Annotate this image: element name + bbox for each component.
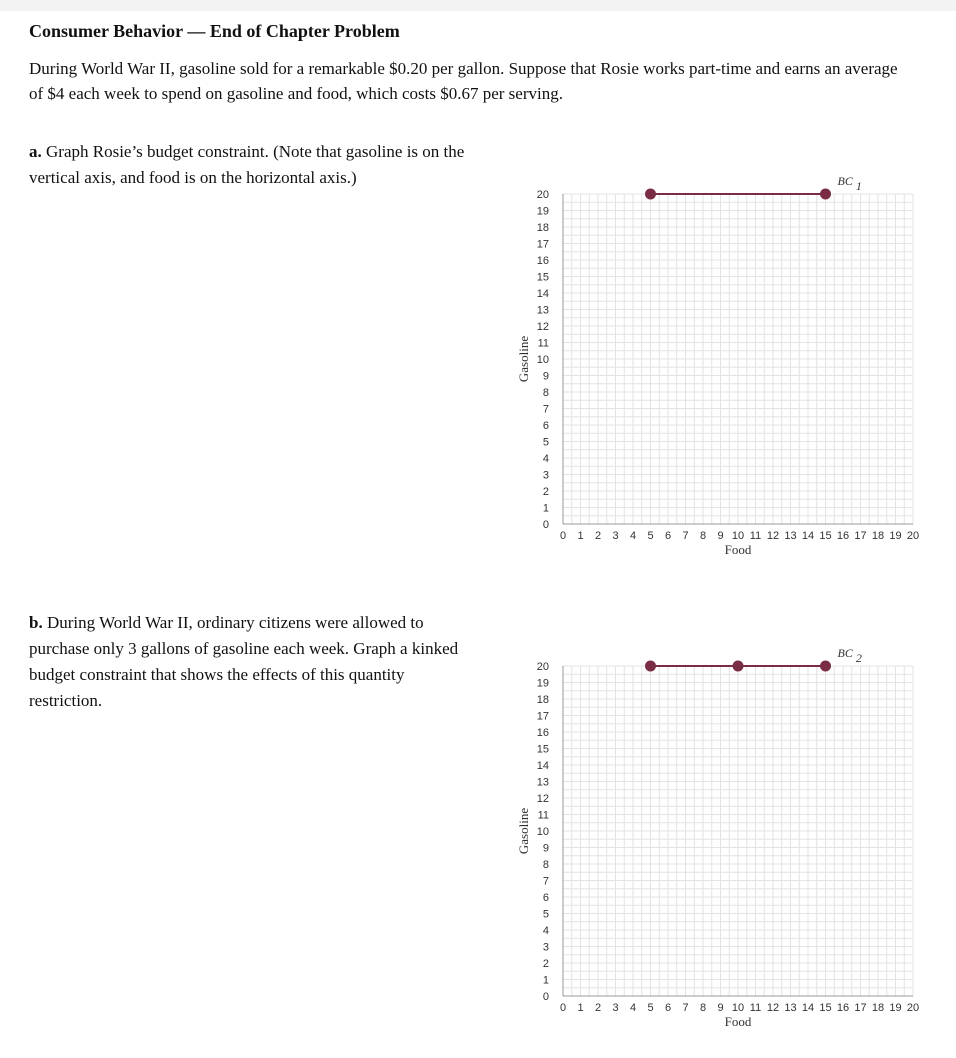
series-label-main: BC: [837, 646, 853, 660]
grid: [563, 194, 913, 524]
y-tick-label: 8: [542, 387, 549, 399]
y-tick-label: 14: [536, 288, 549, 300]
y-tick-label: 12: [536, 321, 549, 333]
y-tick-label: 4: [542, 925, 549, 937]
question-b: [29, 610, 469, 714]
budget-constraint-point[interactable]: [733, 661, 744, 672]
x-tick-label: 19: [889, 1002, 902, 1014]
y-tick-label: 19: [536, 677, 549, 690]
budget-constraint-graph-a[interactable]: [505, 170, 935, 557]
x-tick-label: 1: [577, 1002, 584, 1014]
y-tick-label: 12: [536, 793, 549, 805]
series-label: [838, 174, 862, 193]
x-tick-label: 7: [682, 1002, 689, 1014]
y-tick-label: 15: [536, 743, 549, 756]
x-axis-label: Food: [724, 1014, 752, 1029]
kinked-budget-constraint-graph-b[interactable]: [505, 642, 935, 1029]
y-tick-label: 3: [542, 469, 549, 482]
x-tick-label: 6: [664, 530, 672, 542]
y-tick-label: 2: [542, 486, 549, 498]
x-tick-label: 14: [801, 530, 815, 542]
y-tick-label: 10: [536, 826, 549, 838]
x-tick-label: 12: [766, 530, 780, 542]
y-tick-label: 16: [536, 727, 549, 739]
y-axis-label: Gasoline: [516, 807, 531, 855]
y-tick-label: 18: [536, 222, 549, 234]
x-tick-label: 8: [699, 1002, 707, 1014]
y-tick-label: 5: [542, 436, 549, 449]
y-tick-label: 6: [542, 420, 549, 432]
x-tick-label: 3: [612, 530, 619, 542]
x-tick-label: 7: [682, 530, 689, 542]
x-tick-label: 8: [699, 530, 707, 542]
question-a: [29, 139, 479, 191]
x-tick-label: 17: [854, 530, 867, 542]
x-tick-label: 10: [731, 530, 745, 542]
top-bar: [0, 0, 956, 11]
x-tick-label: 13: [784, 530, 797, 542]
y-tick-label: 16: [536, 255, 549, 267]
grid: [563, 666, 913, 996]
y-tick-label: 13: [536, 304, 549, 317]
question-b-label: b.: [29, 613, 43, 632]
x-tick-label: 0: [559, 1002, 567, 1014]
budget-constraint-point[interactable]: [645, 661, 656, 672]
x-tick-label: 20: [906, 530, 920, 542]
x-tick-label: 18: [871, 1002, 885, 1014]
x-axis-label: Food: [724, 542, 752, 557]
series-label: [838, 646, 862, 665]
x-tick-label: 11: [749, 530, 762, 542]
series-label-subscript: 1: [855, 179, 862, 193]
question-b-text: During World War II, ordinary citizens were allowed to purchase only 3 gallons of gasoline each week. Graph a kinked budget constraint that shows the effects of this quantity restriction.: [29, 613, 459, 710]
y-tick-label: 11: [537, 809, 549, 822]
x-tick-label: 19: [889, 530, 902, 542]
y-tick-label: 0: [542, 519, 549, 531]
x-tick-label: 15: [819, 530, 832, 542]
x-tick-label: 9: [717, 1002, 724, 1014]
x-tick-label: 4: [629, 1002, 637, 1014]
problem-intro: During World War II, gasoline sold for a remarkable $0.20 per gallon. Suppose that Rosie works part-time and earns an average of $4 each week to spend on gasoline and food, which costs $0.67 per serving.: [29, 59, 898, 103]
x-tick-label: 1: [577, 530, 584, 542]
x-tick-label: 0: [559, 530, 567, 542]
x-tick-label: 3: [612, 1002, 619, 1014]
y-tick-label: 15: [536, 271, 549, 284]
y-axis-label: Gasoline: [516, 335, 531, 383]
y-tick-label: 7: [542, 403, 549, 416]
x-tick-label: 2: [594, 1002, 602, 1014]
y-tick-label: 9: [542, 370, 549, 383]
y-tick-label: 9: [542, 842, 549, 855]
y-tick-label: 11: [537, 337, 549, 350]
x-tick-label: 10: [731, 1002, 745, 1014]
y-tick-label: 18: [536, 694, 549, 706]
y-tick-label: 8: [542, 859, 549, 871]
x-tick-label: 4: [629, 530, 637, 542]
x-tick-label: 13: [784, 1002, 797, 1014]
y-tick-label: 3: [542, 941, 549, 954]
x-tick-label: 14: [801, 1002, 815, 1014]
x-tick-label: 18: [871, 530, 885, 542]
x-tick-label: 11: [749, 1002, 762, 1014]
budget-constraint-point[interactable]: [645, 189, 656, 200]
budget-constraint-point[interactable]: [820, 189, 831, 200]
x-tick-label: 5: [647, 530, 654, 542]
x-tick-label: 6: [664, 1002, 672, 1014]
budget-constraint-point[interactable]: [820, 661, 831, 672]
y-tick-label: 5: [542, 908, 549, 921]
y-tick-label: 13: [536, 776, 549, 789]
y-tick-label: 4: [542, 453, 549, 465]
y-tick-label: 20: [536, 661, 549, 673]
y-tick-label: 10: [536, 354, 549, 366]
x-tick-label: 5: [647, 1002, 654, 1014]
x-tick-label: 20: [906, 1002, 920, 1014]
x-tick-label: 2: [594, 530, 602, 542]
y-tick-label: 17: [536, 238, 549, 251]
page-title: Consumer Behavior — End of Chapter Problem: [29, 21, 400, 41]
x-tick-label: 16: [836, 1002, 850, 1014]
x-tick-label: 9: [717, 530, 724, 542]
x-tick-label: 16: [836, 530, 850, 542]
series-label-subscript: 2: [855, 651, 862, 665]
y-tick-label: 7: [542, 875, 549, 888]
question-a-text: Graph Rosie’s budget constraint. (Note that gasoline is on the vertical axis, and food is on the horizontal axis.): [29, 142, 465, 187]
y-tick-label: 1: [542, 502, 549, 515]
y-tick-label: 17: [536, 710, 549, 723]
x-tick-label: 12: [766, 1002, 780, 1014]
series-label-main: BC: [837, 174, 853, 188]
y-tick-label: 19: [536, 205, 549, 218]
x-tick-label: 17: [854, 1002, 867, 1014]
y-tick-label: 2: [542, 958, 549, 970]
question-a-label: a.: [29, 142, 42, 161]
y-tick-label: 1: [542, 974, 549, 987]
y-tick-label: 14: [536, 760, 549, 772]
y-tick-label: 6: [542, 892, 549, 904]
y-tick-label: 0: [542, 991, 549, 1003]
y-tick-label: 20: [536, 189, 549, 201]
x-tick-label: 15: [819, 1002, 832, 1014]
